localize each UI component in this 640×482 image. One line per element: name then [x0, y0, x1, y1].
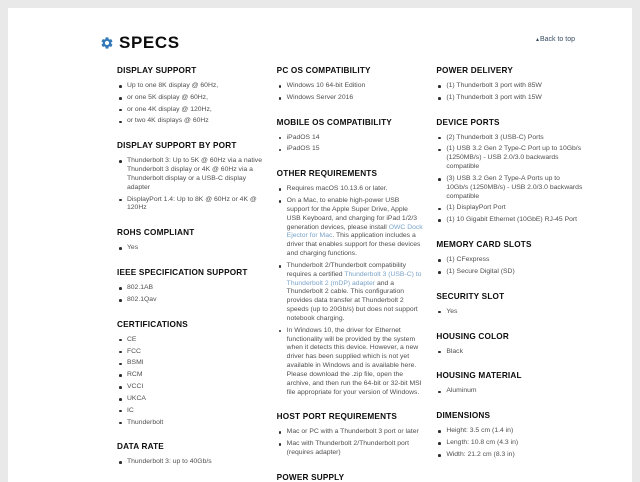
spec-item: (1) USB 3.2 Gen 2 Type-C Port up to 10Gb/s (1250MB/s) - USB 2.0/3.0 backwards compatible	[436, 145, 583, 171]
section-heading: ROHS COMPLIANT	[117, 228, 195, 238]
spec-item: or one 4K display @ 120Hz,	[117, 106, 264, 115]
spec-item: Aluminum	[436, 387, 583, 396]
section-list	[117, 336, 264, 428]
back-to-top-label: Back to top	[539, 36, 575, 43]
spec-item: or two 4K displays @ 60Hz	[117, 117, 264, 126]
section-heading: SECURITY SLOT	[436, 291, 505, 301]
section-list	[436, 82, 583, 103]
spec-item: Thunderbolt	[117, 419, 264, 428]
spec-item: (2) Thunderbolt 3 (USB-C) Ports	[436, 134, 583, 143]
spec-item: FCC	[117, 348, 264, 357]
section-list	[436, 387, 583, 396]
section-list	[436, 348, 583, 357]
spec-column	[436, 57, 583, 457]
spec-item: Thunderbolt 3: up to 40Gb/s	[117, 458, 264, 467]
spec-item: or one 5K display @ 60Hz,	[117, 94, 264, 103]
spec-item: iPadOS 14	[277, 134, 424, 143]
spec-item: IC	[117, 407, 264, 416]
inline-link[interactable]: Thunderbolt 3 (USB-C) to Thunderbolt 2 (mDP) adapter	[286, 270, 422, 287]
spec-item: Black	[436, 348, 583, 357]
spec-item: Thunderbolt 2/Thunderbolt compatibility requires a certified Thunderbolt 3 (USB-C) to Thunderbolt 2 (mDP) adapter and a Thunderbolt 2 cable. This configuration provides data transfer at Thunderbolt 2 speeds (up to 20Gb/s) but does not support notebook charging.	[277, 262, 424, 324]
spec-item: Width: 21.2 cm (8.3 in)	[436, 451, 583, 460]
spec-item: iPadOS 15	[277, 145, 424, 154]
section-list	[117, 157, 264, 213]
section-heading: PC OS COMPATIBILITY	[276, 66, 371, 75]
spec-item: Thunderbolt 3: Up to 5K @ 60Hz via a native Thunderbolt 3 display or 4K @ 60Hz via a Thunderbolt display or a USB-C display adapter	[117, 157, 264, 192]
spec-item: 802.1AB	[117, 284, 264, 293]
section-list	[117, 284, 264, 305]
spec-item: UKCA	[117, 395, 264, 404]
specs-page	[8, 8, 632, 482]
spec-item: Up to one 8K display @ 60Hz,	[117, 82, 264, 91]
spec-item: (1) Thunderbolt 3 port with 85W	[436, 82, 583, 91]
spec-item: RCM	[117, 371, 264, 380]
spec-item: Height: 3.5 cm (1.4 in)	[436, 427, 583, 436]
section-list	[117, 458, 264, 467]
spec-item: DisplayPort 1.4: Up to 8K @ 60Hz or 4K @ 120Hz	[117, 196, 264, 214]
inline-link[interactable]: OWC Dock Ejector for Mac	[286, 223, 423, 240]
spec-item: Length: 10.8 cm (4.3 in)	[436, 439, 583, 448]
section-list	[436, 134, 583, 225]
section-heading: DISPLAY SUPPORT	[117, 66, 197, 75]
spec-item: CE	[117, 336, 264, 345]
back-to-top-link[interactable]	[536, 36, 575, 43]
spec-item: (1) Thunderbolt 3 port with 15W	[436, 94, 583, 103]
spec-columns	[117, 57, 583, 482]
specs-header	[100, 33, 575, 53]
section-list	[436, 308, 583, 317]
section-heading: MEMORY CARD SLOTS	[436, 240, 532, 250]
section-list	[436, 256, 583, 277]
section-heading: DIMENSIONS	[436, 411, 491, 421]
spec-item: Mac or PC with a Thunderbolt 3 port or later	[277, 428, 424, 437]
section-heading: DEVICE PORTS	[436, 117, 500, 127]
spec-item: Requires macOS 10.13.6 or later.	[277, 185, 424, 194]
section-heading: POWER DELIVERY	[436, 66, 513, 75]
section-list	[277, 134, 424, 155]
up-arrow-icon: ▴	[535, 37, 539, 43]
spec-item: Yes	[436, 308, 583, 317]
spec-column	[276, 57, 424, 482]
spec-column	[117, 57, 264, 466]
section-list	[277, 185, 424, 397]
spec-item: Windows 10 64-bit Edition	[277, 82, 424, 91]
section-heading: DATA RATE	[117, 442, 164, 452]
spec-item: Yes	[117, 244, 264, 253]
section-heading: IEEE SPECIFICATION SUPPORT	[117, 268, 248, 278]
section-heading: DISPLAY SUPPORT BY PORT	[117, 141, 237, 151]
spec-item: (1) DisplayPort Port	[436, 204, 583, 213]
spec-item: (1) 10 Gigabit Ethernet (10GbE) RJ-45 Port	[436, 216, 583, 225]
spec-item: Windows Server 2016	[277, 94, 424, 103]
spec-item: VCCI	[117, 383, 264, 392]
spec-item: (3) USB 3.2 Gen 2 Type-A Ports up to 10Gb/s (1250MB/s) - USB 2.0/3.0 backwards compatible	[436, 175, 583, 201]
section-heading: OTHER REQUIREMENTS	[276, 169, 378, 179]
section-list	[117, 82, 264, 126]
section-heading: MOBILE OS COMPATIBILITY	[276, 117, 392, 127]
spec-item: 802.1Qav	[117, 296, 264, 305]
section-list	[277, 82, 424, 103]
spec-item: On a Mac, to enable high-power USB support for the Apple Super Drive, Apple USB Keyboard, and charging for iPad 1/2/3 generation devices, please install OWC Dock Ejector for Mac. This application includes a driver that enables support for these devices and charging functions.	[277, 197, 424, 259]
section-list	[117, 244, 264, 253]
section-list	[436, 427, 583, 459]
section-heading: HOST PORT REQUIREMENTS	[276, 412, 398, 422]
title-group	[100, 33, 180, 53]
spec-item: BSMI	[117, 359, 264, 368]
section-heading: POWER SUPPLY	[276, 472, 345, 482]
gear-icon	[100, 36, 114, 50]
section-heading: HOUSING COLOR	[436, 331, 509, 341]
section-list	[277, 428, 424, 457]
spec-item: Mac with Thunderbolt 2/Thunderbolt port (requires adapter)	[277, 440, 424, 458]
page-title: SPECS	[119, 33, 180, 52]
section-heading: HOUSING MATERIAL	[436, 371, 522, 381]
spec-item: (1) Secure Digital (SD)	[436, 268, 583, 277]
section-heading: CERTIFICATIONS	[117, 319, 188, 329]
spec-item: (1) CFexpress	[436, 256, 583, 265]
spec-item: In Windows 10, the driver for Ethernet functionality will be provided by the system when it detects this device. However, a new driver has been supplied which is not yet available in Windows and is available here. Please download the .zip file, open the archive, and then run the 64-bit or 32-bit MSI file appropriate for your version of Windows.	[277, 327, 424, 398]
